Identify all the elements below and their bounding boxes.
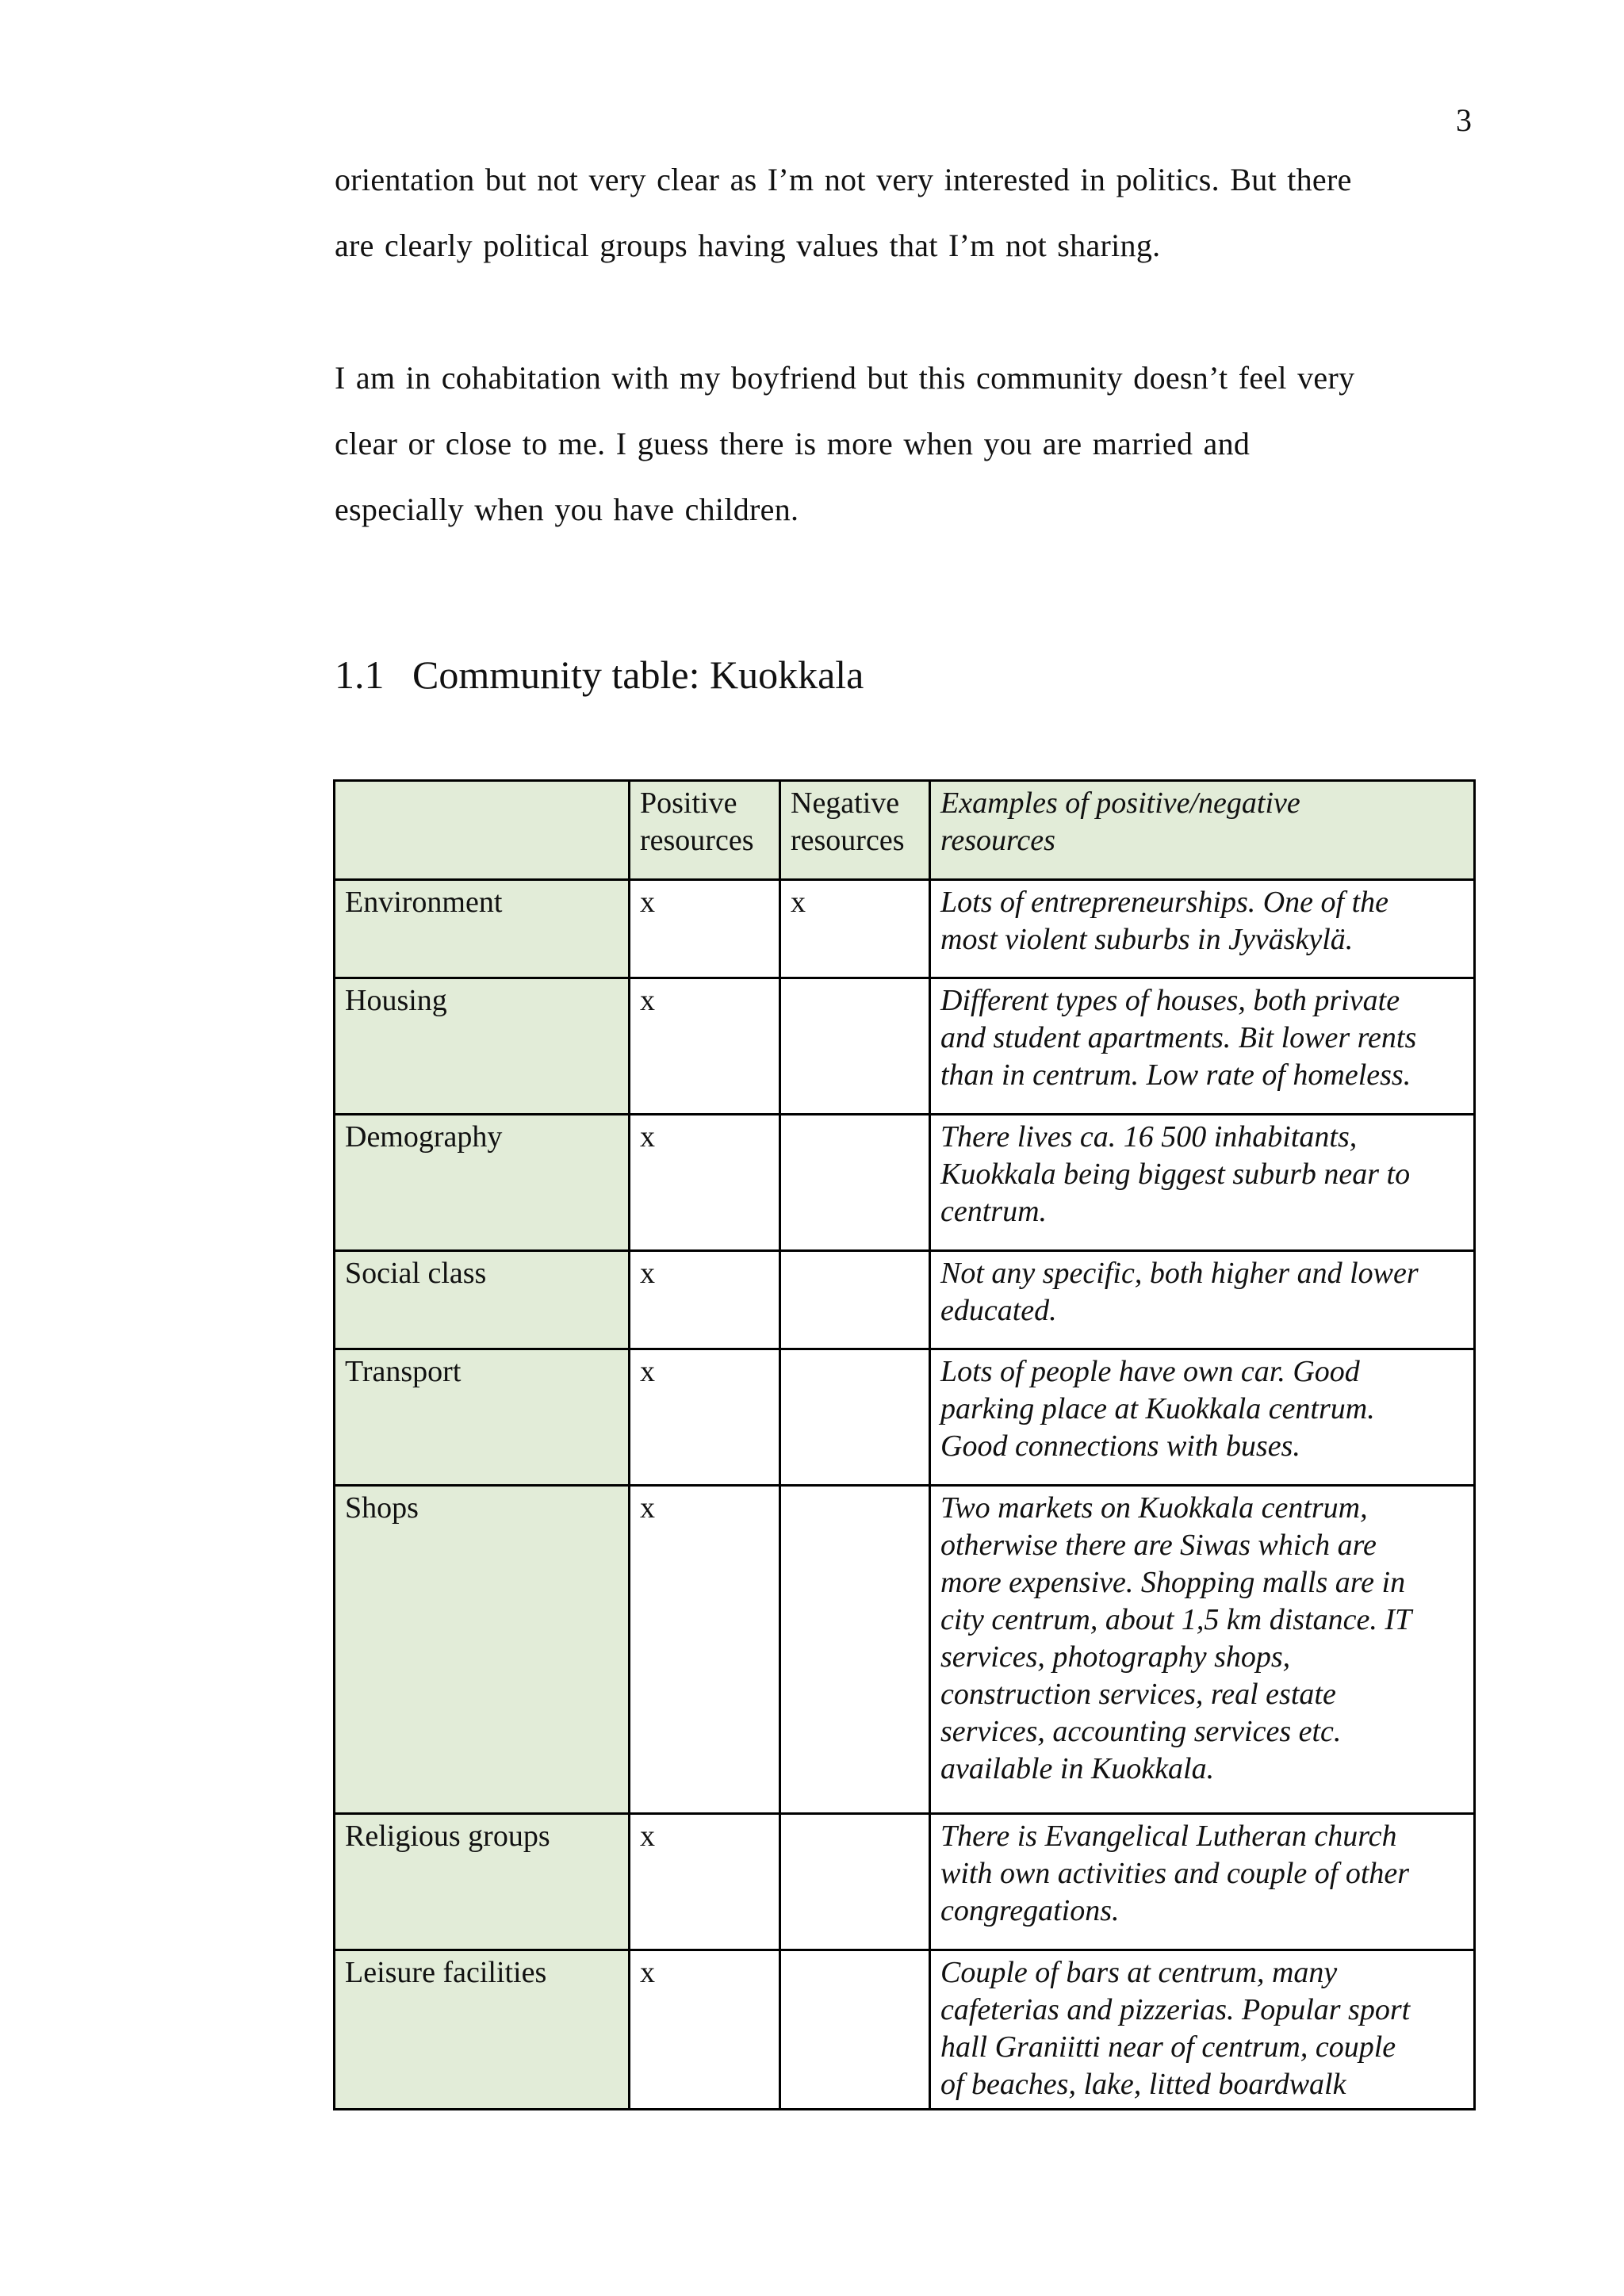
- negative-cell: [780, 1349, 930, 1486]
- paragraph-cohabitation: [335, 345, 1461, 542]
- section-heading: [335, 652, 864, 698]
- example-line: Good connections with buses.: [940, 1429, 1300, 1463]
- example-cell: [930, 880, 1475, 978]
- category-cell: Leisure facilities: [335, 1950, 630, 2110]
- example-cell: [930, 1950, 1475, 2110]
- example-line: Couple of bars at centrum, many: [940, 1956, 1338, 1989]
- example-line: Lots of people have own car. Good: [940, 1355, 1360, 1388]
- table-row: [335, 1486, 1475, 1814]
- header-examples-cell: [930, 781, 1475, 880]
- category-cell: Religious groups: [335, 1814, 630, 1950]
- example-line: most violent suburbs in Jyväskylä.: [940, 923, 1354, 956]
- example-cell: [930, 1349, 1475, 1486]
- example-line: Different types of houses, both private: [940, 984, 1400, 1017]
- example-cell: [930, 1115, 1475, 1251]
- example-line: Two markets on Kuokkala centrum,: [940, 1491, 1368, 1525]
- table-header-row: [335, 781, 1475, 880]
- negative-cell: [780, 1814, 930, 1950]
- paragraph-line: are clearly political groups having values that I’m not sharing.: [335, 228, 1161, 263]
- table-row: [335, 1814, 1475, 1950]
- positive-cell: x: [630, 1814, 780, 1950]
- example-line: Not any specific, both higher and lower: [940, 1257, 1419, 1290]
- category-cell: Shops: [335, 1486, 630, 1814]
- category-cell: Transport: [335, 1349, 630, 1486]
- page-number: 3: [1456, 102, 1472, 138]
- header-negative-line: Negative: [791, 786, 900, 820]
- header-negative-cell: [780, 781, 930, 880]
- category-cell: Environment: [335, 880, 630, 978]
- paragraph-line: I am in cohabitation with my boyfriend but this community doesn’t feel very: [335, 360, 1355, 396]
- positive-cell: x: [630, 1950, 780, 2110]
- example-line: construction services, real estate: [940, 1678, 1336, 1711]
- table-row: [335, 880, 1475, 978]
- example-line: centrum.: [940, 1195, 1048, 1228]
- example-cell: [930, 1251, 1475, 1349]
- positive-cell: x: [630, 880, 780, 978]
- positive-cell: x: [630, 978, 780, 1115]
- paragraph-line: especially when you have children.: [335, 492, 799, 527]
- positive-cell: x: [630, 1349, 780, 1486]
- example-line: There lives ca. 16 500 inhabitants,: [940, 1120, 1358, 1154]
- example-line: hall Graniitti near of centrum, couple: [940, 2030, 1396, 2064]
- header-positive-line: Positive: [640, 786, 737, 820]
- category-cell: Demography: [335, 1115, 630, 1251]
- example-line: educated.: [940, 1294, 1057, 1327]
- header-category-cell: [335, 781, 630, 880]
- example-line: otherwise there are Siwas which are: [940, 1529, 1377, 1562]
- example-line: and student apartments. Bit lower rents: [940, 1021, 1417, 1054]
- example-cell: [930, 1486, 1475, 1814]
- category-cell: Social class: [335, 1251, 630, 1349]
- example-line: of beaches, lake, litted boardwalk: [940, 2068, 1346, 2101]
- header-negative-line: resources: [791, 824, 905, 857]
- example-line: city centrum, about 1,5 km distance. IT: [940, 1603, 1412, 1636]
- negative-cell: [780, 1251, 930, 1349]
- positive-cell: x: [630, 1115, 780, 1251]
- example-line: available in Kuokkala.: [940, 1752, 1215, 1785]
- example-cell: [930, 978, 1475, 1115]
- paragraph-line: orientation but not very clear as I’m not very interested in politics. But there: [335, 162, 1352, 197]
- table-row: [335, 1950, 1475, 2110]
- header-positive-line: resources: [640, 824, 754, 857]
- example-line: than in centrum. Low rate of homeless.: [940, 1058, 1411, 1092]
- table-row: [335, 1251, 1475, 1349]
- example-line: with own activities and couple of other: [940, 1857, 1410, 1890]
- positive-cell: x: [630, 1251, 780, 1349]
- example-line: services, accounting services etc.: [940, 1715, 1342, 1748]
- negative-cell: [780, 1950, 930, 2110]
- example-line: congregations.: [940, 1894, 1120, 1927]
- example-line: parking place at Kuokkala centrum.: [940, 1392, 1375, 1425]
- negative-cell: [780, 978, 930, 1115]
- example-line: cafeterias and pizzerias. Popular sport: [940, 1993, 1411, 2026]
- header-examples-line: Examples of positive/negative: [940, 786, 1300, 820]
- header-positive-cell: [630, 781, 780, 880]
- example-line: services, photography shops,: [940, 1640, 1291, 1674]
- example-line: more expensive. Shopping malls are in: [940, 1566, 1406, 1599]
- paragraph-politics: [335, 147, 1461, 278]
- negative-cell: [780, 1115, 930, 1251]
- category-cell: Housing: [335, 978, 630, 1115]
- example-line: There is Evangelical Lutheran church: [940, 1820, 1397, 1853]
- header-examples-line: resources: [940, 824, 1055, 857]
- example-line: Lots of entrepreneurships. One of the: [940, 886, 1389, 919]
- negative-cell: x: [780, 880, 930, 978]
- table-row: [335, 1349, 1475, 1486]
- community-table: [333, 779, 1476, 2110]
- section-title: Community table: Kuokkala: [412, 652, 864, 697]
- positive-cell: x: [630, 1486, 780, 1814]
- paragraph-line: clear or close to me. I guess there is more when you are married and: [335, 426, 1251, 461]
- example-line: Kuokkala being biggest suburb near to: [940, 1158, 1411, 1191]
- example-cell: [930, 1814, 1475, 1950]
- table-row: [335, 1115, 1475, 1251]
- negative-cell: [780, 1486, 930, 1814]
- table-row: [335, 978, 1475, 1115]
- section-number: 1.1: [335, 652, 385, 697]
